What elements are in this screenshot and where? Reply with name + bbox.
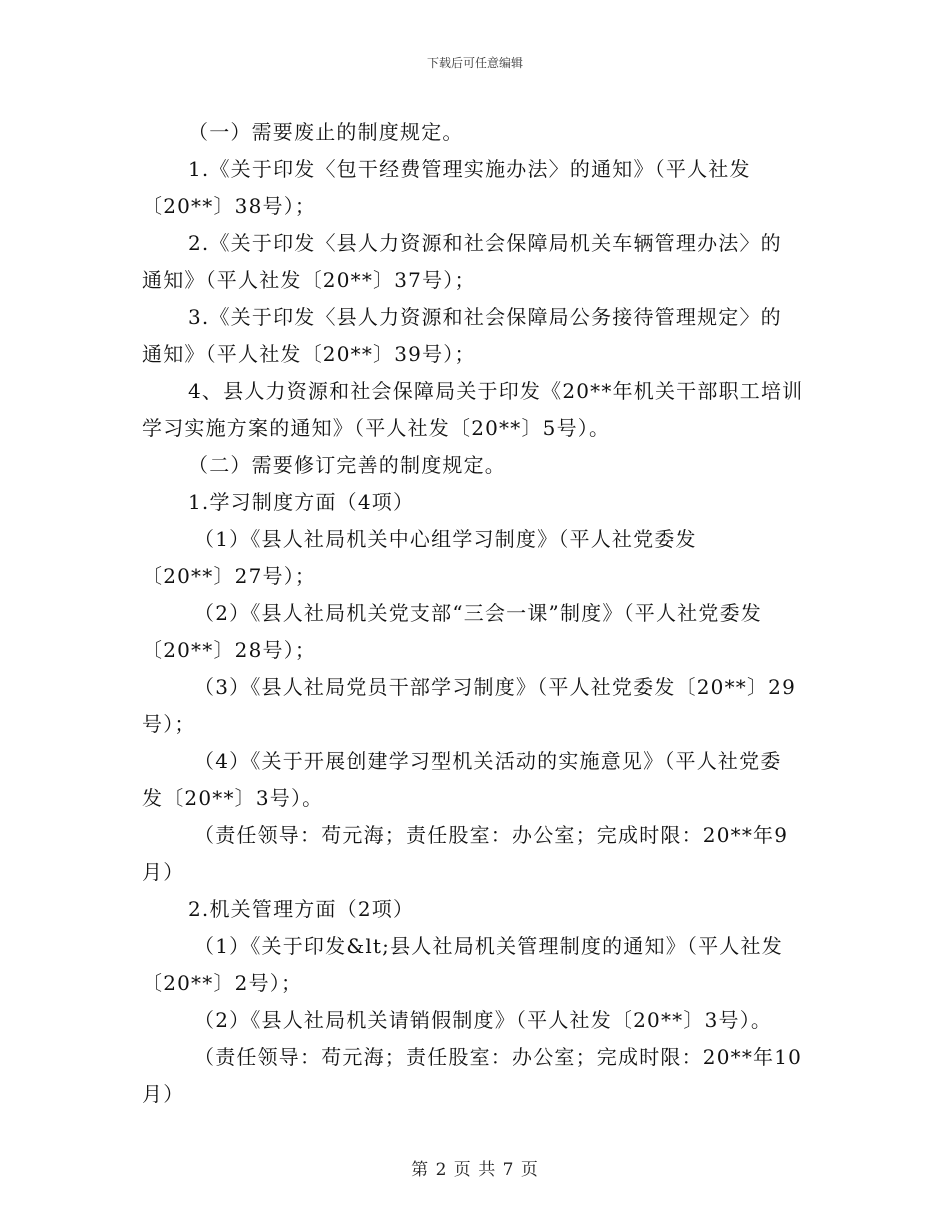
page-header: 下载后可任意编辑 (426, 56, 523, 70)
text-line (142, 817, 810, 854)
text-line (142, 706, 810, 743)
line-text: 2.《关于印发〈县人力资源和社会保障局机关车辆管理办法〉的 (188, 231, 782, 255)
line-text: 号）； (142, 712, 196, 736)
line-text: 通知》（平人社发〔20**〕39号）； (142, 342, 476, 366)
text-line (142, 1002, 810, 1039)
text-line (142, 891, 810, 928)
text-line (142, 484, 810, 521)
line-text: （1）《县人社局机关中心组学习制度》（平人社党委发 (194, 527, 697, 551)
text-line (142, 447, 810, 484)
page-footer: 第 2 页 共 7 页 (411, 1160, 539, 1180)
text-line (142, 225, 810, 262)
line-text: 1.《关于印发〈包干经费管理实施办法〉的通知》（平人社发 (188, 157, 751, 181)
text-line (142, 521, 810, 558)
line-text: 学习实施方案的通知》（平人社发〔20**〕5号）。 (142, 416, 611, 440)
line-text: （1）《关于印发&lt;县人社局机关管理制度的通知》（平人社发 (194, 934, 783, 958)
document-body (142, 114, 810, 1113)
line-text: （一）需要废止的制度规定。 (188, 120, 464, 144)
line-text: 〔20**〕38号）； (142, 194, 317, 218)
text-line (142, 1076, 810, 1113)
text-line (142, 558, 810, 595)
line-text: 3.《关于印发〈县人力资源和社会保障局公务接待管理规定〉的 (188, 305, 782, 329)
line-text: 月） (142, 860, 185, 884)
text-line (142, 151, 810, 188)
line-text: （4）《关于开展创建学习型机关活动的实施意见》（平人社党委 (194, 749, 782, 773)
text-line (142, 373, 810, 410)
text-line (142, 336, 810, 373)
line-text: （3）《县人社局党员干部学习制度》（平人社党委发〔20**〕29 (194, 675, 797, 699)
line-text: 1.学习制度方面（4项） (188, 490, 415, 514)
line-text: 发〔20**〕3号）。 (142, 786, 324, 810)
line-text: （2）《县人社局机关党支部“三会一课”制度》（平人社党委发 (194, 601, 762, 625)
text-line (142, 299, 810, 336)
text-line (142, 928, 810, 965)
text-line (142, 669, 810, 706)
line-text: 〔20**〕27号）； (142, 564, 317, 588)
line-text: （二）需要修订完善的制度规定。 (188, 453, 506, 477)
line-text: 〔20**〕2号）； (142, 971, 303, 995)
line-text: 月） (142, 1082, 185, 1106)
text-line (142, 780, 810, 817)
line-text: （2）《县人社局机关请销假制度》（平人社发〔20**〕3号）。 (194, 1008, 773, 1032)
text-line (142, 854, 810, 891)
text-line (142, 595, 810, 632)
text-line (142, 410, 810, 447)
text-line (142, 965, 810, 1002)
line-text: （责任领导：苟元海；责任股室：办公室；完成时限：20**年9 (194, 823, 789, 847)
text-line (142, 262, 810, 299)
text-line (142, 114, 810, 151)
line-text: （责任领导：苟元海；责任股室：办公室；完成时限：20**年10 (194, 1045, 803, 1069)
text-line (142, 632, 810, 669)
text-line (142, 188, 810, 225)
line-text: 通知》（平人社发〔20**〕37号）； (142, 268, 476, 292)
text-line (142, 1039, 810, 1076)
text-line (142, 743, 810, 780)
line-text: 4、县人力资源和社会保障局关于印发《20**年机关干部职工培训 (188, 379, 804, 403)
line-text: 〔20**〕28号）； (142, 638, 317, 662)
line-text: 2.机关管理方面（2项） (188, 897, 415, 921)
